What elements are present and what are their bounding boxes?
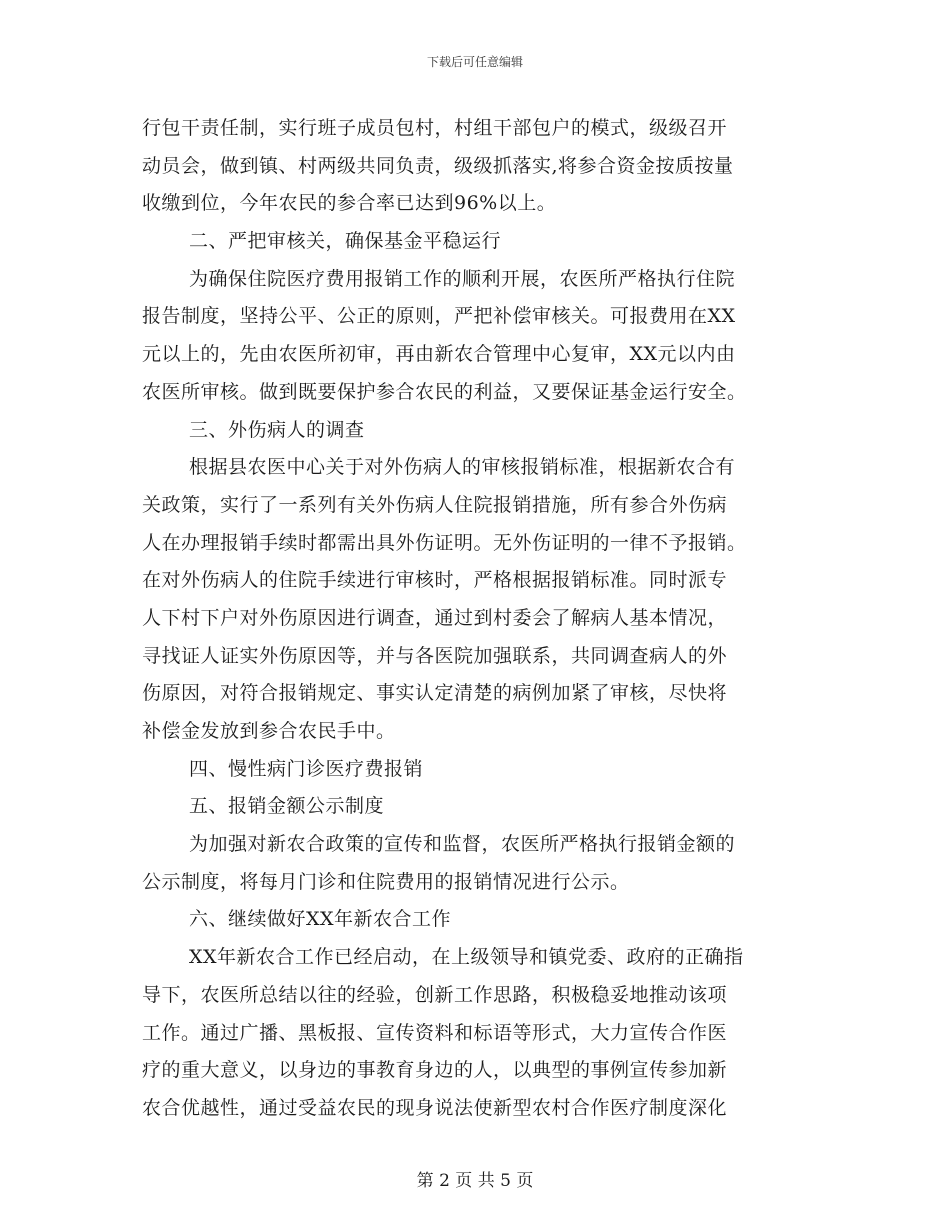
text-line: XX年新农合工作已经启动，在上级领导和镇党委、政府的正确指 bbox=[189, 946, 744, 969]
text-line: 补偿金发放到参合农民手中。 bbox=[142, 720, 396, 742]
text-line: 报告制度，坚持公平、公正的原则，严把补偿审核关。可报费用在XX bbox=[142, 305, 736, 328]
text-line: 农合优越性，通过受益农民的现身说法使新型农村合作医疗制度深化 bbox=[142, 1096, 728, 1119]
document-body bbox=[142, 110, 808, 1128]
text-line: 在对外伤病人的住院手续进行审核时，严格根据报销标准。同时派专 bbox=[142, 569, 728, 592]
text-line: 人下村下户对外伤原因进行调查，通过到村委会了解病人基本情况， bbox=[142, 606, 728, 629]
page-header-note: 下载后可任意编辑 bbox=[426, 55, 523, 69]
text-line: 为确保住院医疗费用报销工作的顺利开展，农医所严格执行住院 bbox=[189, 267, 736, 290]
text-line: 导下，农医所总结以往的经验，创新工作思路，积极稳妥地推动该项 bbox=[142, 983, 728, 1006]
text-line: 疗的重大意义，以身边的事教育身边的人，以典型的事例宣传参加新 bbox=[142, 1059, 728, 1082]
text-line: 公示制度，将每月门诊和住院费用的报销情况进行公示。 bbox=[142, 870, 630, 893]
text-line: 农医所审核。做到既要保护参合农民的利益，又要保证基金运行安全。 bbox=[142, 380, 747, 403]
text-line: 关政策，实行了一系列有关外伤病人住院报销措施，所有参合外伤病 bbox=[142, 493, 728, 516]
text-line: 伤原因，对符合报销规定、事实认定清楚的病例加紧了审核，尽快将 bbox=[142, 682, 728, 705]
text-line: 人在办理报销手续时都需出具外伤证明。无外伤证明的一律不予报销。 bbox=[142, 531, 747, 554]
section-heading-5: 五、报销金额公示制度 bbox=[189, 795, 385, 818]
text-line: 为加强对新农合政策的宣传和监督，农医所严格执行报销金额的 bbox=[189, 833, 736, 856]
text-line: 工作。通过广播、黑板报、宣传资料和标语等形式，大力宣传合作医 bbox=[142, 1021, 728, 1044]
section-heading-2: 二、严把审核关，确保基金平稳运行 bbox=[189, 230, 502, 253]
page-number: 第 2 页 共 5 页 bbox=[416, 1171, 534, 1191]
section-heading-3: 三、外伤病人的调查 bbox=[189, 418, 365, 441]
text-line: 寻找证人证实外伤原因等，并与各医院加强联系，共同调查病人的外 bbox=[142, 644, 728, 667]
section-heading-4: 四、慢性病门诊医疗费报销 bbox=[189, 757, 424, 780]
text-line: 元以上的，先由农医所初审，再由新农合管理中心复审，XX元以内由 bbox=[142, 343, 736, 366]
text-line: 行包干责任制，实行班子成员包村，村组干部包户的模式，级级召开 bbox=[142, 117, 728, 139]
text-line: 根据县农医中心关于对外伤病人的审核报销标准，根据新农合有 bbox=[189, 456, 736, 479]
text-line: 收缴到位，今年农民的参合率已达到96%以上。 bbox=[142, 192, 557, 215]
section-heading-6: 六、继续做好XX年新农合工作 bbox=[189, 908, 452, 931]
text-line: 动员会，做到镇、村两级共同负责，级级抓落实,将参合资金按质按量 bbox=[142, 154, 734, 177]
